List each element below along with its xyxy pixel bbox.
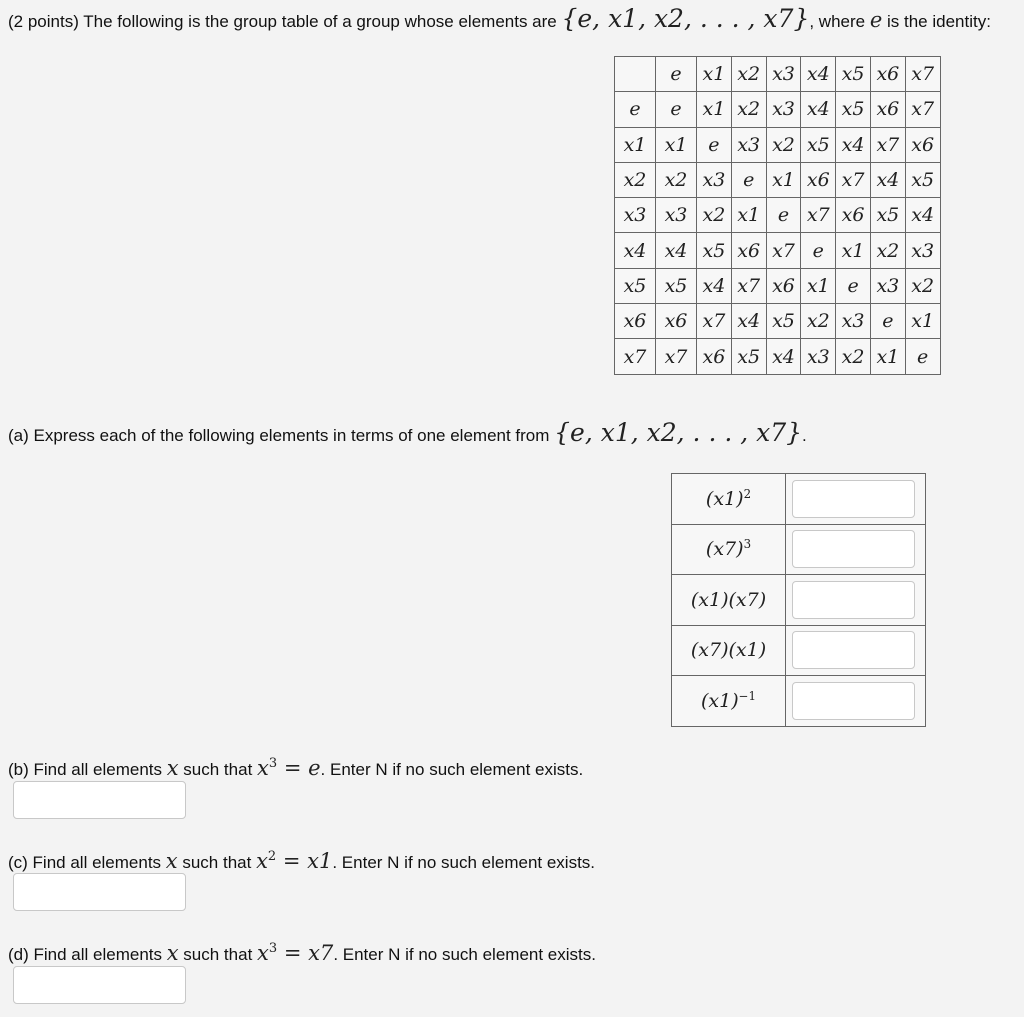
group-table-cell: x4 <box>697 268 732 303</box>
part-d-exp: 3 <box>268 941 278 957</box>
intro-text-3: is the identity: <box>882 12 991 31</box>
part-d-lhs: x <box>257 941 269 965</box>
group-table-header-cell: x2 <box>731 57 766 92</box>
group-table-cell: x2 <box>731 92 766 127</box>
group-table-cell: x3 <box>656 198 697 233</box>
group-table-header-row <box>615 57 941 92</box>
group-table-row <box>615 339 941 374</box>
group-table-row <box>615 268 941 303</box>
part-d-var: x <box>166 941 179 965</box>
group-table-cell: x1 <box>731 198 766 233</box>
group-table-cell: x6 <box>836 198 871 233</box>
part-c-prompt <box>8 850 595 874</box>
part-c-exp: 2 <box>267 849 277 865</box>
group-table-row-label: e <box>615 92 656 127</box>
group-table-cell: x3 <box>766 92 801 127</box>
part-a-set: {e, x1, x2, . . . , x7} <box>554 418 803 447</box>
group-table-row-label: x4 <box>615 233 656 268</box>
group-table-cell: e <box>731 162 766 197</box>
group-table-row-label: x2 <box>615 162 656 197</box>
part-c-pre: (c) Find all elements <box>8 853 166 872</box>
identity-symbol: e <box>869 8 883 32</box>
group-table-header-cell: e <box>656 57 697 92</box>
part-a-answer-cell <box>786 524 926 575</box>
group-table-cell: x4 <box>731 304 766 339</box>
part-b-exp: 3 <box>268 756 278 772</box>
group-table-header-cell: x4 <box>801 57 836 92</box>
part-b-mid: such that <box>178 760 258 779</box>
part-d-eq: = <box>277 941 309 965</box>
intro-text: The following is the group table of a group whose elements are <box>78 12 562 31</box>
part-a-answer-input[interactable] <box>792 530 915 568</box>
part-b-equation <box>257 756 321 780</box>
part-a-expression <box>672 625 786 676</box>
group-table-cell: x4 <box>905 198 940 233</box>
part-c-equation <box>256 849 332 873</box>
expression-base: (x1) <box>705 487 744 510</box>
part-a-expression <box>672 575 786 626</box>
part-a-answer-cell <box>786 625 926 676</box>
group-table-cell: x4 <box>656 233 697 268</box>
part-a-answer-cell <box>786 575 926 626</box>
group-table-cell: x3 <box>801 339 836 374</box>
group-table-cell: e <box>836 268 871 303</box>
part-c-mid: such that <box>177 853 257 872</box>
group-table-row-label: x1 <box>615 127 656 162</box>
group-table-cell: x5 <box>836 92 871 127</box>
part-a-answer-input[interactable] <box>792 581 915 619</box>
group-table-cell: x3 <box>731 127 766 162</box>
group-table-cell: e <box>905 339 940 374</box>
part-a-row <box>672 676 926 727</box>
group-table-cell: x7 <box>697 304 732 339</box>
group-table-row-label: x6 <box>615 304 656 339</box>
part-b-prompt <box>8 757 583 781</box>
group-table-cell: x6 <box>656 304 697 339</box>
part-d-equation <box>257 941 333 965</box>
group-table-cell: x6 <box>801 162 836 197</box>
group-table-row <box>615 127 941 162</box>
group-table-cell: x5 <box>905 162 940 197</box>
group-table-cell: x1 <box>801 268 836 303</box>
part-a-expression <box>672 524 786 575</box>
part-c-input[interactable] <box>13 873 186 911</box>
group-table-cell: x3 <box>905 233 940 268</box>
group-table-cell: x6 <box>731 233 766 268</box>
part-b-var: x <box>166 756 179 780</box>
element-set: {e, x1, x2, . . . , x7} <box>561 4 810 33</box>
group-table-cell: e <box>766 198 801 233</box>
expression-exponent: 2 <box>743 486 752 501</box>
group-table-cell: x1 <box>766 162 801 197</box>
part-b-eq: = <box>277 756 309 780</box>
group-table-cell: x7 <box>766 233 801 268</box>
part-a-expression <box>672 474 786 525</box>
group-table-row <box>615 233 941 268</box>
group-table-row <box>615 198 941 233</box>
group-table-cell: x7 <box>656 339 697 374</box>
group-table-row <box>615 304 941 339</box>
part-b-lhs: x <box>257 756 269 780</box>
group-table-header-cell: x5 <box>836 57 871 92</box>
group-table-cell: x6 <box>697 339 732 374</box>
group-table-cell: x7 <box>801 198 836 233</box>
group-table-cell: x7 <box>905 92 940 127</box>
part-a-end: . <box>802 426 807 445</box>
part-a-text: (a) Express each of the following elements in terms of one element from <box>8 426 555 445</box>
group-table-cell: x2 <box>766 127 801 162</box>
part-d-post: . Enter N if no such element exists. <box>333 945 596 964</box>
part-d-rhs: x7 <box>308 941 334 965</box>
group-table-cell: x2 <box>656 162 697 197</box>
group-table-cell: x2 <box>905 268 940 303</box>
part-d-mid: such that <box>178 945 258 964</box>
group-table-cell: x1 <box>870 339 905 374</box>
group-table-cell: x1 <box>697 92 732 127</box>
group-table-cell: x7 <box>731 268 766 303</box>
part-a-table <box>671 473 926 727</box>
group-table-cell: x3 <box>870 268 905 303</box>
group-table-cell: x4 <box>801 92 836 127</box>
group-table-header-cell: x7 <box>905 57 940 92</box>
expression-base: (x7) <box>705 538 744 561</box>
group-table-row <box>615 162 941 197</box>
part-b-rhs: e <box>308 756 321 780</box>
group-table-cell: x5 <box>697 233 732 268</box>
expression-exponent: 3 <box>743 537 752 552</box>
part-d-prompt <box>8 942 596 966</box>
group-table-cell: x2 <box>836 339 871 374</box>
group-table-cell: x5 <box>766 304 801 339</box>
part-b-input[interactable] <box>13 781 186 819</box>
intro-text-2: , where <box>809 12 870 31</box>
part-a-answer-input[interactable] <box>792 682 915 720</box>
part-a-prompt <box>8 418 807 447</box>
part-d-input[interactable] <box>13 966 186 1004</box>
group-table-cell: x3 <box>697 162 732 197</box>
group-table-cell: e <box>697 127 732 162</box>
group-table-cell: x5 <box>870 198 905 233</box>
group-table-cell: x4 <box>766 339 801 374</box>
part-a-answer-cell <box>786 474 926 525</box>
group-table-cell: x7 <box>870 127 905 162</box>
part-a-row <box>672 625 926 676</box>
group-table-cell: x2 <box>801 304 836 339</box>
intro-line <box>8 4 991 33</box>
group-table-header-cell: x3 <box>766 57 801 92</box>
part-a-answer-input[interactable] <box>792 480 915 518</box>
part-a-row <box>672 575 926 626</box>
part-c-rhs: x1 <box>307 849 333 873</box>
group-table-cell: x2 <box>697 198 732 233</box>
group-table-cell: x6 <box>766 268 801 303</box>
group-table-cell: e <box>801 233 836 268</box>
points-label: (2 points) <box>8 12 79 31</box>
part-c-eq: = <box>276 849 308 873</box>
group-table-cell: x5 <box>801 127 836 162</box>
group-table-cell: x2 <box>870 233 905 268</box>
group-table-row <box>615 92 941 127</box>
group-table-cell: x3 <box>836 304 871 339</box>
group-table-header-cell: x6 <box>870 57 905 92</box>
expression-base: (x1)(x7) <box>690 588 767 611</box>
part-d-pre: (d) Find all elements <box>8 945 167 964</box>
part-b-pre: (b) Find all elements <box>8 760 167 779</box>
group-table-cell: x6 <box>870 92 905 127</box>
group-table-cell: e <box>870 304 905 339</box>
part-a-answer-input[interactable] <box>792 631 915 669</box>
group-table-row-label: x3 <box>615 198 656 233</box>
part-a-answer-cell <box>786 676 926 727</box>
group-table-cell: x7 <box>836 162 871 197</box>
group-table-row-label: x5 <box>615 268 656 303</box>
part-a-expression <box>672 676 786 727</box>
group-table <box>614 56 941 375</box>
group-table-cell: x4 <box>836 127 871 162</box>
part-c-lhs: x <box>256 849 268 873</box>
group-table-cell: x5 <box>656 268 697 303</box>
part-b-post: . Enter N if no such element exists. <box>320 760 584 779</box>
expression-exponent: −1 <box>738 688 756 703</box>
part-c-var: x <box>165 849 178 873</box>
group-table-cell: x1 <box>836 233 871 268</box>
expression-base: (x1) <box>701 689 739 712</box>
group-table-cell: x6 <box>905 127 940 162</box>
group-table-cell: x5 <box>731 339 766 374</box>
group-table-cell: x1 <box>656 127 697 162</box>
group-table-cell: x4 <box>870 162 905 197</box>
group-table-cell: x1 <box>905 304 940 339</box>
group-table-header-cell: x1 <box>697 57 732 92</box>
part-c-post: . Enter N if no such element exists. <box>332 853 596 872</box>
part-a-row <box>672 524 926 575</box>
part-a-row <box>672 474 926 525</box>
group-table-row-label: x7 <box>615 339 656 374</box>
expression-base: (x7)(x1) <box>690 639 767 662</box>
group-table-header-cell <box>615 57 656 92</box>
group-table-cell: e <box>656 92 697 127</box>
